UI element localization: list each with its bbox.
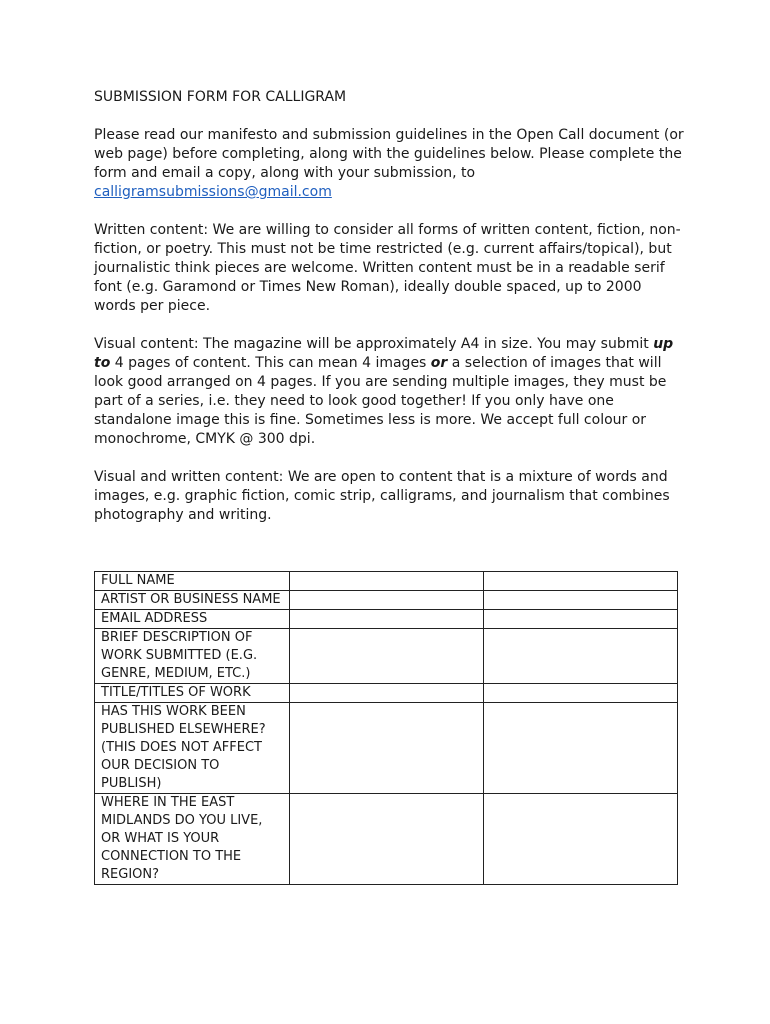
emphasis-or: or [430,355,448,371]
form-input-cell[interactable] [483,572,677,591]
form-input-cell[interactable] [483,703,677,794]
visual-text-1: Visual content: The magazine will be approximately A4 in size. You may submit [94,336,654,352]
form-label: EMAIL ADDRESS [95,610,290,629]
page-title: SUBMISSION FORM FOR CALLIGRAM [94,89,347,105]
visual-content-paragraph [94,335,684,449]
submission-email-link[interactable]: calligramsubmissions@gmail.com [94,184,332,200]
form-label: ARTIST OR BUSINESS NAME [95,591,290,610]
form-input-cell[interactable] [289,610,483,629]
visual-text-3: a selection of images that will look good arranged on 4 pages. If you are sending multiple images, they must be part of a series, i.e. they need to look good together! If you only have one standalone image this is fine. Sometimes less is more. We accept full colour or monochrome, CMYK @ 300 dpi. [94,355,667,447]
form-input-cell[interactable] [483,794,677,885]
form-row [95,684,678,703]
form-row [95,794,678,885]
form-input-cell[interactable] [289,794,483,885]
form-input-cell[interactable] [289,703,483,794]
form-row [95,629,678,684]
written-content-paragraph: Written content: We are willing to consider all forms of written content, fiction, non-fiction, or poetry. This must not be time restricted (e.g. current affairs/topical), but journalistic think pieces are welcome. Written content must be in a readable serif font (e.g. Garamond or Times New Roman), ideally double spaced, up to 2000 words per piece. [94,222,681,314]
submission-form-table [94,571,678,885]
intro-text: Please read our manifesto and submission guidelines in the Open Call document (or web page) before completing, along with the guidelines below. Please complete the form and email a copy, along with your submission, to [94,127,684,181]
form-label: TITLE/TITLES OF WORK [95,684,290,703]
form-input-cell[interactable] [289,684,483,703]
form-row [95,703,678,794]
form-label: WHERE IN THE EAST MIDLANDS DO YOU LIVE, OR WHAT IS YOUR CONNECTION TO THE REGION? [95,794,290,885]
form-input-cell[interactable] [483,610,677,629]
form-input-cell[interactable] [483,629,677,684]
document-body [94,88,684,544]
form-row [95,610,678,629]
intro-paragraph [94,126,684,202]
form-input-cell[interactable] [483,591,677,610]
visual-text-2: 4 pages of content. This can mean 4 images [110,355,431,371]
emphasis-up-to: up to [94,336,674,371]
form-label: FULL NAME [95,572,290,591]
form-input-cell[interactable] [289,572,483,591]
form-input-cell[interactable] [289,591,483,610]
form-label: HAS THIS WORK BEEN PUBLISHED ELSEWHERE? (THIS DOES NOT AFFECT OUR DECISION TO PUBLISH) [95,703,290,794]
form-row [95,572,678,591]
form-row [95,591,678,610]
form-input-cell[interactable] [289,629,483,684]
mixed-content-paragraph: Visual and written content: We are open to content that is a mixture of words and images, e.g. graphic fiction, comic strip, calligrams, and journalism that combines photography and writing. [94,469,670,523]
form-input-cell[interactable] [483,684,677,703]
form-label: BRIEF DESCRIPTION OF WORK SUBMITTED (E.G. GENRE, MEDIUM, ETC.) [95,629,290,684]
